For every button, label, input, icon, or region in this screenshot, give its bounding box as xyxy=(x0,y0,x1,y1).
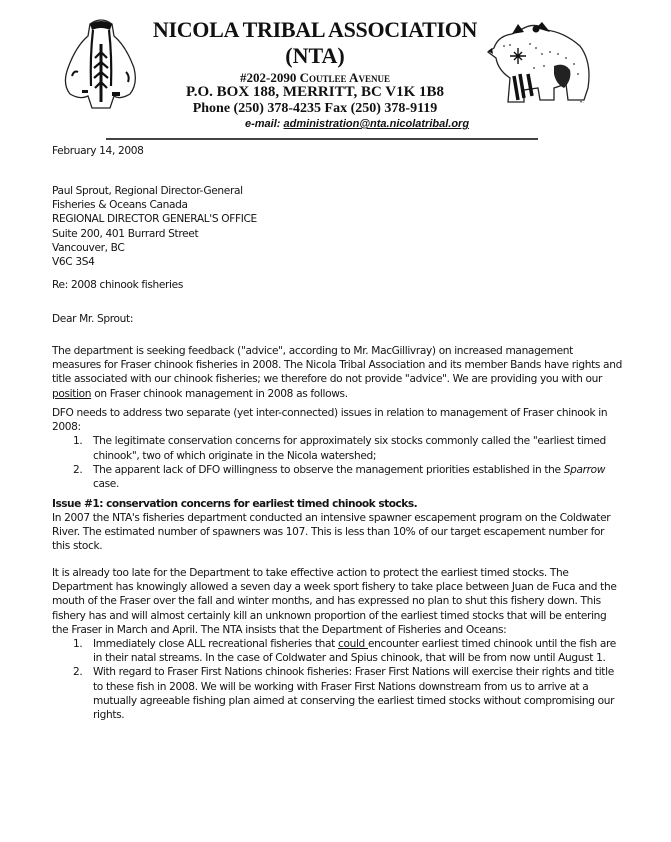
list-text-end: encounter earliest timed chinook until the fish are in their natal streams. In the case of Coldwater and Spius chinook, that will be from now until August 1. xyxy=(93,638,616,665)
could-underlined: could xyxy=(337,638,368,651)
bear-logo-icon xyxy=(484,18,596,110)
letter-date: February 14, 2008 xyxy=(52,145,144,157)
list-item xyxy=(52,434,622,462)
issues-list xyxy=(52,434,622,491)
figure-with-braids-logo-icon xyxy=(60,16,142,116)
issue-1-heading: Issue #1: conservation concerns for earliest timed chinook stocks. xyxy=(52,498,418,510)
recipient-line: Paul Sprout, Regional Director-General xyxy=(52,185,243,197)
list-number: 1. xyxy=(73,435,83,448)
email-link[interactable]: administration@nta.nicolatribal.org xyxy=(283,118,470,130)
subject-line: Re: 2008 chinook fisheries xyxy=(52,279,183,291)
demands-paragraph xyxy=(52,566,622,722)
list-text: With regard to Fraser First Nations chinook fisheries: Fraser First Nations will exercise their rights and title to these fish in 2008. We will be working with Fraser First Nations downstream from us to arrive at a mutually agreeable fishing plan aimed at conserving the earliest timed stocks without compromising our rights. xyxy=(93,666,615,722)
recipient-line: V6C 3S4 xyxy=(52,256,95,269)
issues-paragraph xyxy=(52,406,622,491)
list-item xyxy=(52,665,622,722)
intro-paragraph xyxy=(52,344,622,401)
list-number: 2. xyxy=(73,666,83,679)
list-text: The apparent lack of DFO willingness to observe the management priorities established in the xyxy=(93,463,564,476)
org-phone-fax: Phone (250) 378-4235 Fax (250) 378-9119 xyxy=(192,101,438,116)
org-street-address: #202-2090 Coutlee Avenue xyxy=(240,70,390,85)
letterhead-divider xyxy=(106,138,538,140)
list-text-end: case. xyxy=(93,478,119,491)
issues-intro: DFO needs to address two separate (yet inter-connected) issues in relation to management of Fraser chinook in 2008: xyxy=(52,407,608,434)
org-email-line xyxy=(245,118,469,131)
spawner-paragraph: In 2007 the NTA's fisheries department conducted an intensive spawner escapement program on the Coldwater River. The estimated number of spawners was 107. This is less than 10% of our target escapement number for this stock. xyxy=(52,512,611,553)
logo-mark-decoration: •· xyxy=(580,100,585,106)
intro-text: The department is seeking feedback ("advice", according to Mr. MacGillivray) on increased management measures for Fraser chinook fisheries in 2008. The Nicola Tribal Association and its member Bands have rights and title associated with our chinook fisheries; we therefore do not provide "advice". We are providing you with our xyxy=(52,345,622,386)
list-number: 1. xyxy=(73,638,83,651)
salutation: Dear Mr. Sprout: xyxy=(52,313,134,325)
list-text: Immediately close ALL recreational fisheries that xyxy=(93,638,338,651)
email-label: e-mail: xyxy=(245,118,281,130)
list-item xyxy=(52,463,622,491)
recipient-line: Vancouver, BC xyxy=(52,241,125,254)
intro-text-end: on Fraser chinook management in 2008 as follows. xyxy=(91,387,348,400)
position-underlined: position xyxy=(52,387,92,400)
org-po-box: P.O. BOX 188, MERRITT, BC V1K 1B8 xyxy=(185,84,445,100)
recipient-line: REGIONAL DIRECTOR GENERAL'S OFFICE xyxy=(52,213,257,226)
recipient-line: Fisheries & Oceans Canada xyxy=(52,199,188,212)
sparrow-case-italic: Sparrow xyxy=(563,463,606,476)
org-name: NICOLA TRIBAL ASSOCIATION xyxy=(152,17,478,42)
recipient-address xyxy=(52,184,622,269)
list-number: 2. xyxy=(73,463,83,476)
org-abbrev: (NTA) xyxy=(285,43,345,68)
demands-list xyxy=(52,637,622,722)
recipient-line: Suite 200, 401 Burrard Street xyxy=(52,227,199,240)
list-item xyxy=(52,637,622,665)
list-text: The legitimate conservation concerns for approximately six stocks commonly called the "earliest timed chinook", two of which originate in the Nicola watershed; xyxy=(93,435,606,462)
demands-intro: It is already too late for the Department to take effective action to protect the earliest timed stocks. The Department has knowingly allowed a seven day a week sport fishery to take place between Juan de Fuca and the mouth of the Fraser over the fall and winter months, and has expressed no plan to shut this fishery down. This fishery has and will almost certainly kill an unknown proportion of the earliest timed stocks that will be entering the Fraser in March and April. The NTA insists that the Department of Fisheries and Oceans: xyxy=(52,567,617,636)
